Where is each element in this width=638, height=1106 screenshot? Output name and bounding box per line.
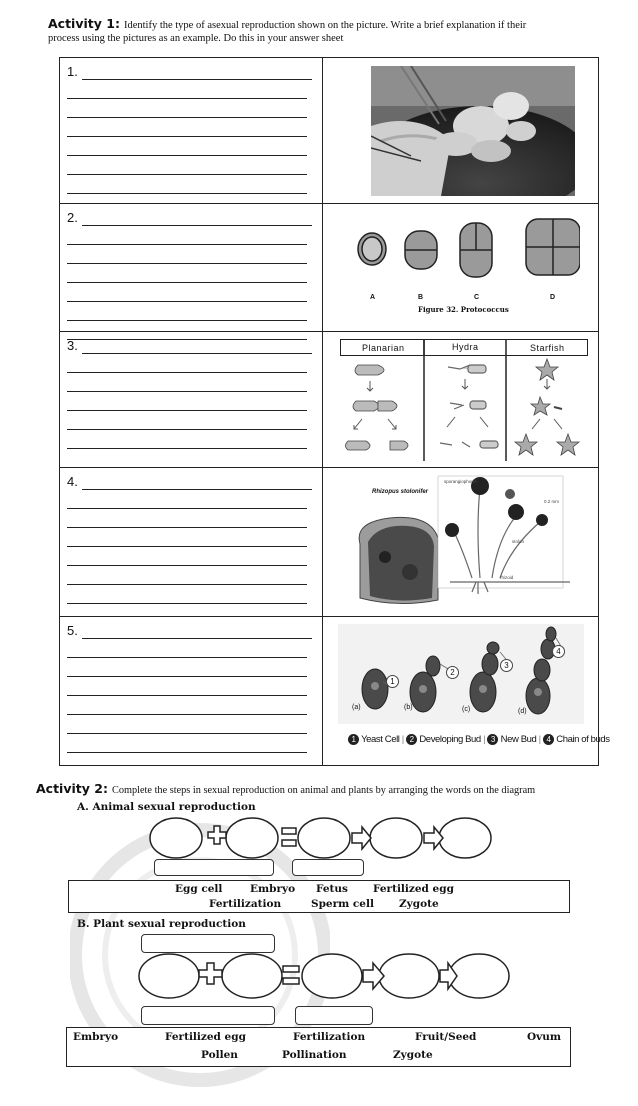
callout-2: 2 bbox=[446, 666, 459, 679]
fragmentation-figure bbox=[340, 339, 588, 461]
item-number-4: 4. bbox=[67, 474, 78, 489]
plant-word-fertilized-egg: Fertilized egg bbox=[165, 1031, 246, 1043]
plant-word-fertilization: Fertilization bbox=[293, 1031, 366, 1043]
activity1-title: Activity 1: bbox=[48, 16, 120, 31]
legend-developing-bud: Developing Bud bbox=[419, 734, 481, 745]
answer-line[interactable] bbox=[67, 244, 307, 245]
protococcus-figure bbox=[350, 213, 580, 321]
item-number-1: 1. bbox=[67, 64, 78, 79]
answer-line[interactable] bbox=[67, 263, 307, 264]
answer-line[interactable] bbox=[67, 301, 307, 302]
answer-line[interactable] bbox=[67, 733, 307, 734]
callout-4: 4 bbox=[552, 645, 565, 658]
row-divider bbox=[59, 616, 599, 617]
rhizopus-label-stolon: stolon bbox=[512, 539, 525, 544]
activity2-header bbox=[36, 780, 636, 798]
ginger-rhizome-figure bbox=[371, 66, 575, 196]
answer-line[interactable] bbox=[67, 282, 307, 283]
answer-line[interactable] bbox=[67, 752, 307, 753]
animal-word-egg-cell: Egg cell bbox=[175, 883, 223, 895]
answer-line[interactable] bbox=[67, 714, 307, 715]
plant-blank-bottom-2[interactable] bbox=[295, 1006, 373, 1025]
fragmentation-header-hydra: Hydra bbox=[452, 342, 479, 352]
answer-line[interactable] bbox=[67, 339, 307, 340]
legend-new-bud: New Bud bbox=[500, 734, 537, 745]
plant-word-zygote: Zygote bbox=[393, 1049, 433, 1061]
answer-line[interactable] bbox=[67, 372, 307, 373]
animal-word-sperm-cell: Sperm cell bbox=[311, 898, 374, 910]
answer-line[interactable] bbox=[67, 565, 307, 566]
answer-line[interactable] bbox=[67, 193, 307, 194]
answer-line[interactable] bbox=[67, 410, 307, 411]
plant-word-pollen: Pollen bbox=[201, 1049, 238, 1061]
answer-line[interactable] bbox=[67, 527, 307, 528]
answer-line[interactable] bbox=[67, 695, 307, 696]
answer-line[interactable] bbox=[67, 546, 307, 547]
fragmentation-header-planarian: Planarian bbox=[362, 343, 405, 353]
answer-line[interactable] bbox=[82, 353, 312, 354]
rhizopus-label-scale: 0.2 mm bbox=[544, 499, 560, 504]
section-b-title: B. Plant sexual reproduction bbox=[77, 918, 246, 930]
answer-line[interactable] bbox=[67, 467, 307, 468]
plant-word-ovum: Ovum bbox=[527, 1031, 561, 1043]
protococcus-label-d: D bbox=[550, 294, 556, 301]
answer-line[interactable] bbox=[82, 225, 312, 226]
rhizopus-label-rhizoid: rhizoid bbox=[500, 575, 514, 580]
row-divider bbox=[59, 203, 599, 204]
answer-line[interactable] bbox=[67, 584, 307, 585]
callout-3: 3 bbox=[500, 659, 513, 672]
callout-1: 1 bbox=[386, 675, 399, 688]
answer-line[interactable] bbox=[67, 117, 307, 118]
activity1-header bbox=[48, 15, 618, 33]
answer-line[interactable] bbox=[82, 79, 312, 80]
protococcus-label-a: A bbox=[370, 294, 376, 301]
animal-word-embryo: Embryo bbox=[250, 883, 296, 895]
protococcus-caption: Figure 32. Protococcus bbox=[418, 305, 509, 314]
answer-line[interactable] bbox=[67, 391, 307, 392]
activity2-instruction: Complete the steps in sexual reproduction on animal and plants by arranging the words on the diagram bbox=[111, 785, 536, 796]
section-a-title: A. Animal sexual reproduction bbox=[77, 801, 256, 813]
answer-line[interactable] bbox=[82, 489, 312, 490]
answer-line[interactable] bbox=[67, 603, 307, 604]
table-divider-vertical bbox=[322, 57, 323, 766]
activity1-instruction-line2: process using the pictures as an example. Do this in your answer sheet bbox=[48, 33, 344, 44]
yeast-stage-a: (a) bbox=[352, 704, 361, 711]
yeast-stage-d: (d) bbox=[518, 708, 527, 715]
yeast-stage-c: (c) bbox=[462, 706, 471, 713]
answer-line[interactable] bbox=[67, 676, 307, 677]
protococcus-label-b: B bbox=[418, 294, 424, 301]
bread-mold-figure bbox=[340, 472, 586, 614]
answer-line[interactable] bbox=[67, 136, 307, 137]
plant-word-pollination: Pollination bbox=[282, 1049, 347, 1061]
legend-chain-of-buds: Chain of buds bbox=[556, 734, 610, 745]
item-number-3: 3. bbox=[67, 338, 78, 353]
animal-word-fetus: Fetus bbox=[316, 883, 348, 895]
yeast-stage-b: (b) bbox=[404, 704, 413, 711]
rhizopus-label-sporangiophores: sporangiophores bbox=[444, 479, 478, 484]
plant-blank-bottom-1[interactable] bbox=[141, 1006, 275, 1025]
legend-yeast-cell: Yeast Cell bbox=[361, 734, 400, 745]
legend-num-3: 3 bbox=[487, 734, 498, 745]
fragmentation-header-starfish: Starfish bbox=[530, 343, 565, 353]
legend-num-4: 4 bbox=[543, 734, 554, 745]
activity1-instruction-line1: Identify the type of asexual reproduction shown on the picture. Write a brief explanation if their bbox=[123, 20, 527, 31]
animal-blank-1[interactable] bbox=[154, 859, 274, 876]
animal-blank-2[interactable] bbox=[292, 859, 364, 876]
plant-word-fruit-seed: Fruit/Seed bbox=[415, 1031, 477, 1043]
answer-line[interactable] bbox=[67, 429, 307, 430]
answer-line[interactable] bbox=[67, 320, 307, 321]
legend-num-1: 1 bbox=[348, 734, 359, 745]
answer-line[interactable] bbox=[67, 155, 307, 156]
activity2-title: Activity 2: bbox=[36, 781, 108, 796]
animal-word-zygote: Zygote bbox=[399, 898, 439, 910]
yeast-budding-figure bbox=[338, 624, 610, 756]
plant-flow-diagram bbox=[137, 950, 512, 1006]
answer-line[interactable] bbox=[67, 508, 307, 509]
answer-line[interactable] bbox=[67, 98, 307, 99]
answer-line[interactable] bbox=[82, 638, 312, 639]
item-number-2: 2. bbox=[67, 210, 78, 225]
yeast-legend: 1 Yeast Cell | 2 Developing Bud | 3 New Bud | 4 Chain of buds bbox=[348, 734, 610, 745]
legend-num-2: 2 bbox=[406, 734, 417, 745]
protococcus-label-c: C bbox=[474, 294, 480, 301]
answer-line[interactable] bbox=[67, 657, 307, 658]
row-divider bbox=[59, 331, 599, 332]
plant-word-embryo: Embryo bbox=[73, 1031, 119, 1043]
item-number-5: 5. bbox=[67, 623, 78, 638]
animal-word-fertilized-egg: Fertilized egg bbox=[373, 883, 454, 895]
answer-line[interactable] bbox=[67, 448, 307, 449]
rhizopus-title: Rhizopus stolonifer bbox=[372, 489, 428, 495]
answer-line[interactable] bbox=[67, 174, 307, 175]
animal-word-fertilization: Fertilization bbox=[209, 898, 282, 910]
